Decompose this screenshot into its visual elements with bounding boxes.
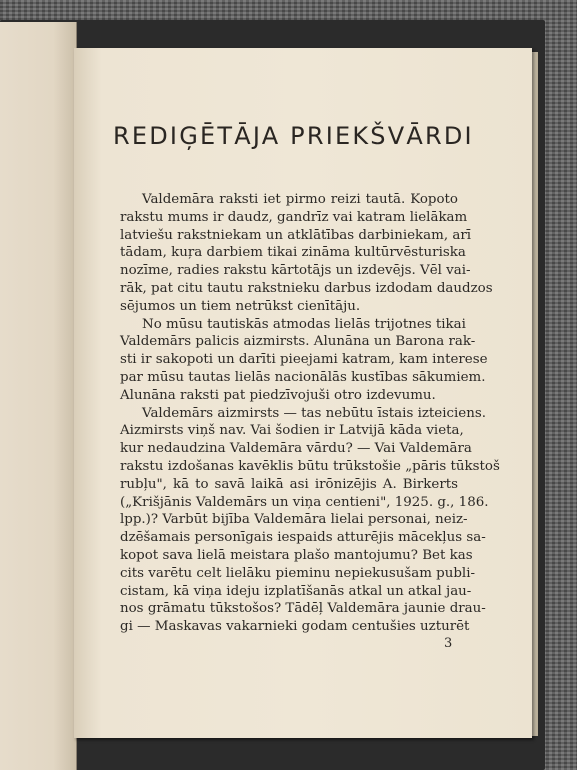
text-line: Aizmirsts viņš nav. Vai šodien ir Latvijā kāda vieta,	[120, 423, 464, 439]
text-line: kopot sava lielā meistara plašo mantojumu? Bet kas	[120, 547, 473, 563]
page-title: REDIĢĒTĀJA PRIEKŠVĀRDI	[113, 122, 474, 150]
text-line: latviešu rakstniekam un atklātības darbiniekam, arī	[120, 227, 472, 243]
left-page	[0, 22, 77, 770]
text-line: sti ir sakopoti un darīti pieejami katram, kam interese	[120, 352, 488, 368]
text-line: par mūsu tautas lielās nacionālās kustības sākumiem.	[120, 369, 486, 385]
text-line: nos grāmatu tūkstošos? Tādēļ Valdemāra jaunie drau-	[120, 601, 486, 617]
text-line: rakstu izdošanas kavēklis būtu trūkstošie „pāris tūkstoš	[120, 458, 500, 474]
text-line: tādam, kuŗa darbiem tikai zināma kultūrvēsturiska	[120, 245, 466, 261]
text-line: Valdemārs palicis aizmirsts. Alunāna un Barona rak-	[120, 334, 476, 350]
text-line: („Krišjānis Valdemārs un viņa centieni", 1925. g., 186.	[120, 494, 489, 510]
text-line: rakstu mums ir daudz, gandrīz vai katram lielākam	[120, 209, 468, 225]
page-number: 3	[444, 636, 453, 651]
text-line: Alunāna raksti pat piedzīvojuši otro izdevumu.	[120, 387, 436, 403]
text-line: cits varētu celt lielāku pieminu nepiekusušam publi-	[120, 565, 476, 581]
text-line: gi — Maskavas vakarnieki godam centušies uzturēt	[120, 619, 470, 635]
text-line: rāk, pat citu tautu rakstnieku darbus izdodam daudzos	[120, 280, 493, 296]
text-line: dzēšamais personīgais iespaids atturējis mācekļus sa-	[120, 530, 486, 546]
text-line: nozīme, radies rakstu kārtotājs un izdevējs. Vēl vai-	[120, 263, 471, 279]
body-text	[120, 191, 500, 636]
text-line: No mūsu tautiskās atmodas lielās trijotnes tikai	[142, 316, 466, 332]
text-line: kur nedaudzina Valdemāra vārdu? — Vai Valdemāra	[120, 441, 472, 457]
text-line: Valdemāra raksti iet pirmo reizi tautā. Kopoto	[142, 192, 458, 207]
text-line: rubļu", kā to savā laikā asi irōnizējis A. Birkerts	[120, 476, 458, 492]
text-line: sējumos un tiem netrūkst cienītāju.	[120, 298, 361, 314]
text-line: lpp.)? Varbūt bijība Valdemāra lielai personai, neiz-	[120, 512, 468, 528]
text-line: cistam, kā viņa ideju izplatīšanās atkal un atkal jau-	[120, 583, 472, 599]
text-line: Valdemārs aizmirsts — tas nebūtu īstais izteiciens.	[142, 405, 486, 421]
